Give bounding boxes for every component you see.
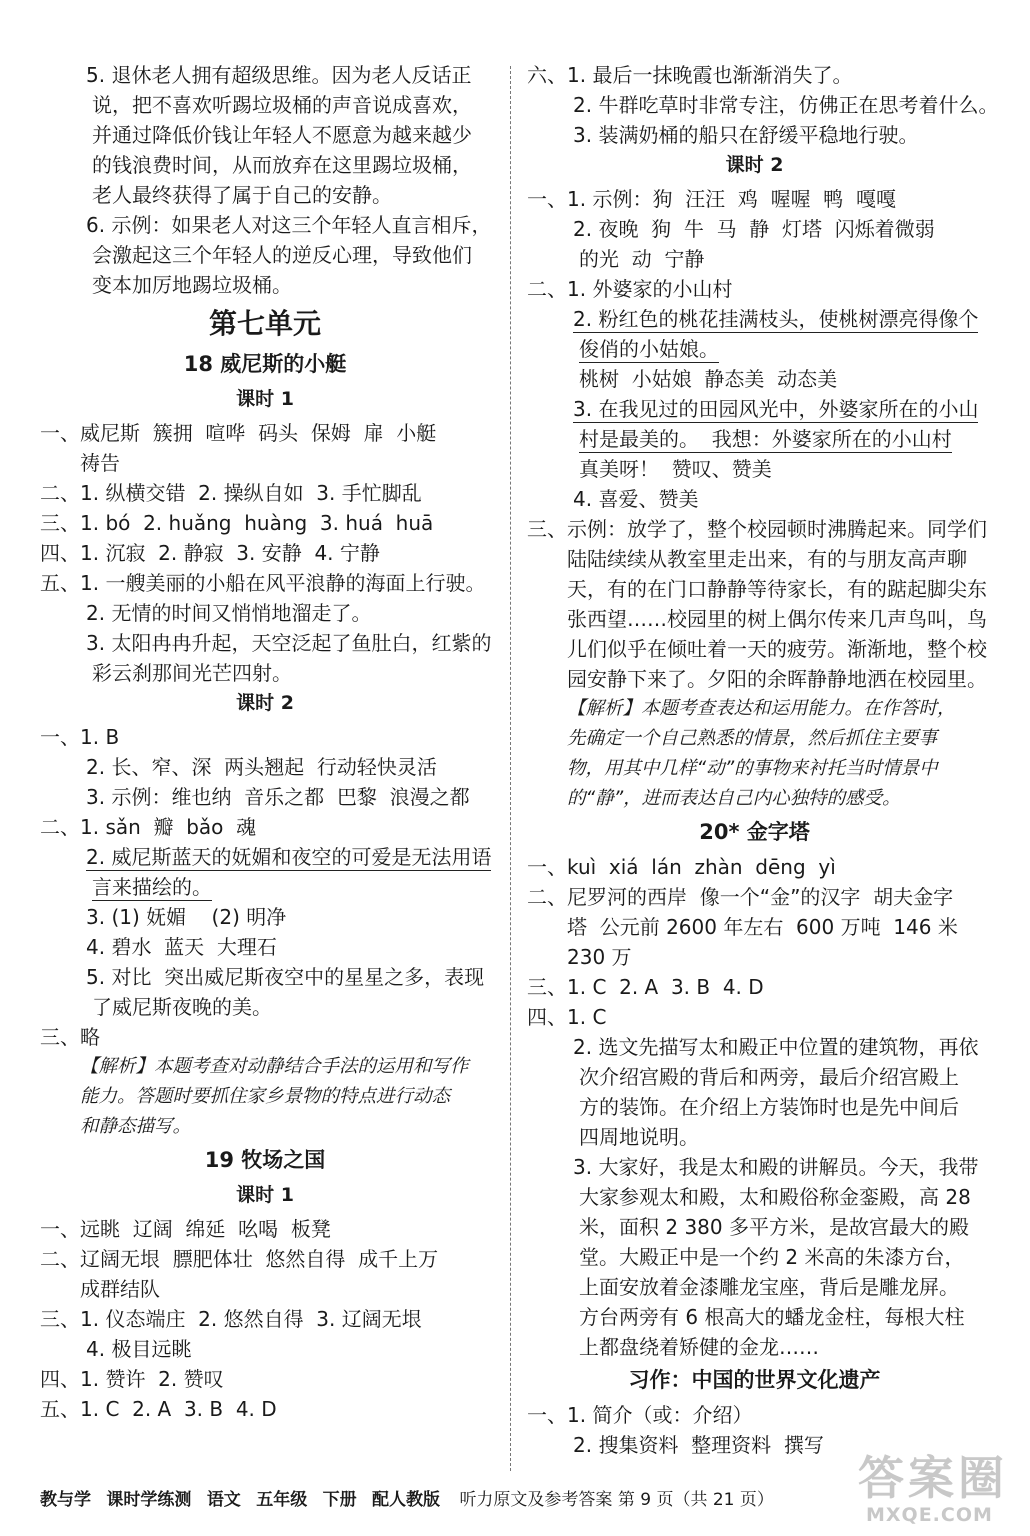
text-line: 儿们似乎在倾吐着一天的疲劳。渐渐地，整个校 <box>567 637 987 661</box>
underlined-answer: 2. 粉红色的桃花挂满枝头，使桃树漂亮得像个 <box>573 307 979 331</box>
analysis-note-line: 的“静”，进而表达自己内心独特的感受。 <box>567 788 901 809</box>
text-line: 三、1. bó 2. huǎng huàng 3. huá huā <box>40 511 434 535</box>
text-line: 3. 大家好，我是太和殿的讲解员。今天，我带 <box>573 1155 979 1179</box>
text-line: 说，把不喜欢听踢垃圾桶的声音说成喜欢， <box>92 93 472 117</box>
lesson-heading: 19 牧场之国 <box>204 1148 326 1172</box>
text-line: 6. 示例：如果老人对这三个年轻人直言相斥， <box>86 213 492 237</box>
underlined-answer: 俊俏的小姑娘。 <box>579 337 719 361</box>
text-line: 三、1. 仪态端庄 2. 悠然自得 3. 辽阔无垠 <box>40 1307 422 1331</box>
session-heading: 课时 1 <box>236 1184 294 1206</box>
text-line: 成群结队 <box>80 1277 160 1301</box>
text-line: 五、1. 一艘美丽的小船在风平浪静的海面上行驶。 <box>40 571 486 595</box>
text-line: 并通过降低价钱让年轻人不愿意为越来越少 <box>92 123 472 147</box>
footer-book-brand: 教与学 <box>40 1490 91 1510</box>
text-line: 老人最终获得了属于自己的安静。 <box>92 183 392 207</box>
text-line: 4. 碧水 蓝天 大理石 <box>86 935 277 959</box>
lesson-heading: 习作：中国的世界文化遗产 <box>628 1368 881 1392</box>
text-line: 一、远眺 辽阔 绵延 吆喝 板凳 <box>40 1217 331 1241</box>
watermark-text: 答案圈 <box>858 1451 1008 1505</box>
underlined-answer: 村是最美的。 我想：外婆家所在的小山村 <box>579 427 952 451</box>
text-line: 上面安放着金漆雕龙宝座，背后是雕龙屏。 <box>579 1275 959 1299</box>
text-line: 塔 公元前 2600 年左右 600 万吨 146 米 <box>567 915 958 939</box>
text-line <box>527 394 982 424</box>
text-line: 三、示例：放学了，整个校园顿时沸腾起来。同学们 <box>527 517 987 541</box>
analysis-note-line: 物，用其中几样“动”的事物来衬托当时情景中 <box>567 758 938 779</box>
text-line: 2. 无情的时间又悄悄地溜走了。 <box>86 601 372 625</box>
text-line: 3. (1) 妩媚 (2) 明净 <box>86 905 287 929</box>
text-line: 四、1. 赞许 2. 赞叹 <box>40 1367 224 1391</box>
text-line: 大家参观太和殿，太和殿俗称金銮殿，高 28 <box>579 1185 971 1209</box>
underlined-answer: 3. 在我见过的田园风光中，外婆家所在的小山 <box>573 397 979 421</box>
text-line <box>527 334 982 364</box>
text-line: 二、尼罗河的西岸 像一个“金”的汉字 胡夫金字 <box>527 885 954 909</box>
text-line: 陆陆续续从教室里走出来，有的与朋友高声聊 <box>567 547 967 571</box>
analysis-note-line: 【解析】本题考查表达和运用能力。在作答时， <box>567 698 956 719</box>
text-line: 彩云刹那间光芒四射。 <box>92 661 292 685</box>
analysis-note-line: 先确定一个自己熟悉的情景，然后抓住主要事 <box>567 728 938 749</box>
text-line: 二、1. 外婆家的小山村 <box>527 277 733 301</box>
text-line: 一、1. 示例：狗 汪汪 鸡 喔喔 鸭 嘎嘎 <box>527 187 897 211</box>
text-line: 四、1. C <box>527 1005 607 1029</box>
text-line: 230 万 <box>567 945 632 969</box>
lesson-heading: 18 威尼斯的小艇 <box>183 352 347 376</box>
footer-page-info: 听力原文及参考答案 第 9 页（共 21 页） <box>459 1490 774 1510</box>
analysis-note-line: 【解析】本题考查对动静结合手法的运用和写作 <box>80 1056 469 1077</box>
text-line: 5. 对比 突出威尼斯夜空中的星星之多，表现 <box>86 965 485 989</box>
text-line: 2. 搜集资料 整理资料 撰写 <box>573 1433 824 1457</box>
text-line: 二、1. sǎn 瓣 bǎo 魂 <box>40 815 257 839</box>
session-heading: 课时 2 <box>236 692 294 714</box>
text-line: 桃树 小姑娘 静态美 动态美 <box>579 367 838 391</box>
lesson-heading: 20* 金字塔 <box>699 820 810 844</box>
unit-heading: 第七单元 <box>208 307 321 340</box>
session-heading: 课时 2 <box>725 154 784 176</box>
text-line: 4. 极目远眺 <box>86 1337 192 1361</box>
watermark-logo <box>858 1452 1018 1532</box>
text-line: 的光 动 宁静 <box>579 247 705 271</box>
footer-volume: 下册 <box>322 1490 357 1510</box>
text-line: 的钱浪费时间，从而放弃在这里踢垃圾桶， <box>92 153 472 177</box>
text-line: 园安静下来了。夕阳的余晖静静地洒在校园里。 <box>567 667 987 691</box>
text-line: 二、1. 纵横交错 2. 操纵自如 3. 手忙脚乱 <box>40 481 422 505</box>
text-line: 2. 选文先描写太和殿正中位置的建筑物，再依 <box>573 1035 979 1059</box>
text-line: 四周地说明。 <box>579 1125 699 1149</box>
text-line: 2. 牛群吃草时非常专注，仿佛正在思考着什么。 <box>573 93 999 117</box>
right-column <box>527 60 999 1460</box>
text-line: 次介绍宫殿的背后和两旁，最后介绍宫殿上 <box>579 1065 959 1089</box>
footer-grade: 五年级 <box>256 1490 308 1510</box>
text-line <box>527 304 982 334</box>
text-line: 3. 示例：维也纳 音乐之都 巴黎 浪漫之都 <box>86 785 470 809</box>
text-line: 上都盘绕着矫健的金龙…… <box>579 1335 819 1359</box>
text-line: 真美呀！ 赞叹、赞美 <box>579 457 772 481</box>
left-column <box>40 60 490 1424</box>
text-line: 六、1. 最后一抹晚霞也渐渐消失了。 <box>527 63 853 87</box>
text-line: 二、辽阔无垠 膘肥体壮 悠然自得 成千上万 <box>40 1247 439 1271</box>
analysis-note-line: 能力。答题时要抓住家乡景物的特点进行动态 <box>80 1086 451 1107</box>
column-divider <box>510 66 511 1471</box>
text-line: 三、1. C 2. A 3. B 4. D <box>527 975 764 999</box>
text-line: 五、1. C 2. A 3. B 4. D <box>40 1397 277 1421</box>
text-line: 三、略 <box>40 1025 100 1049</box>
text-line: 5. 退休老人拥有超级思维。因为老人反话正 <box>86 63 472 87</box>
text-line: 祷告 <box>80 451 120 475</box>
watermark-url: MXQE.COM <box>866 1504 993 1526</box>
text-line <box>40 872 490 902</box>
text-line: 2. 夜晚 狗 牛 马 静 灯塔 闪烁着微弱 <box>573 217 935 241</box>
text-line: 天，有的在门口静静等待家长，有的踮起脚尖东 <box>567 577 987 601</box>
footer-edition: 配人教版 <box>372 1490 441 1510</box>
text-line: 堂。大殿正中是一个约 2 米高的朱漆方台， <box>579 1245 965 1269</box>
text-line <box>527 424 982 454</box>
analysis-note-line: 和静态描写。 <box>80 1116 192 1137</box>
text-line: 4. 喜爱、赞美 <box>573 487 699 511</box>
footer-subject: 语文 <box>206 1490 241 1510</box>
text-line: 四、1. 沉寂 2. 静寂 3. 安静 4. 宁静 <box>40 541 380 565</box>
text-line: 2. 长、窄、深 两头翘起 行动轻快灵活 <box>86 755 437 779</box>
text-line: 方台两旁有 6 根高大的蟠龙金柱，每根大柱 <box>579 1305 965 1329</box>
footer-series: 课时学练测 <box>106 1490 192 1510</box>
session-heading: 课时 1 <box>236 388 294 410</box>
underlined-answer: 言来描绘的。 <box>92 875 212 899</box>
text-line: 3. 太阳冉冉升起，天空泛起了鱼肚白，红紫的 <box>86 631 492 655</box>
text-line <box>40 842 490 872</box>
text-line: 会激起这三个年轻人的逆反心理，导致他们 <box>92 243 472 267</box>
text-line: 变本加厉地踢垃圾桶。 <box>92 273 292 297</box>
text-line: 米，面积 2 380 多平方米，是故宫最大的殿 <box>579 1215 969 1239</box>
text-line: 了威尼斯夜晚的美。 <box>92 995 272 1019</box>
text-line: 一、1. 简介（或：介绍） <box>527 1403 753 1427</box>
text-line: 方的装饰。在介绍上方装饰时也是先中间后 <box>579 1095 959 1119</box>
text-line: 一、威尼斯 簇拥 喧哗 码头 保姆 扉 小艇 <box>40 421 437 445</box>
text-line: 张西望……校园里的树上偶尔传来几声鸟叫，鸟 <box>567 607 987 631</box>
text-line: 一、1. B <box>40 725 120 749</box>
text-line: 3. 装满奶桶的船只在舒缓平稳地行驶。 <box>573 123 919 147</box>
underlined-answer: 2. 威尼斯蓝天的妩媚和夜空的可爱是无法用语 <box>86 845 492 869</box>
text-line: 一、kuì xiá lán zhàn dēng yì <box>527 855 836 879</box>
